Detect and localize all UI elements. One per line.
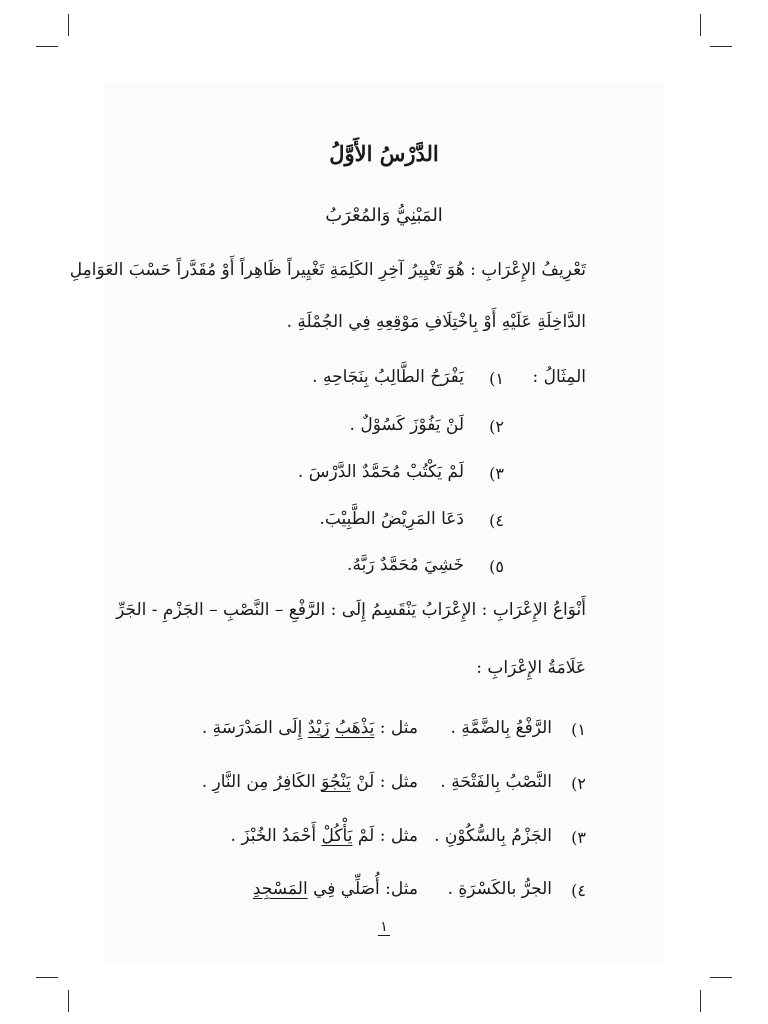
- example-pre: أُصَلِّي فِي: [307, 879, 380, 899]
- example-number: ١): [489, 369, 504, 388]
- sign-number: ٢): [571, 774, 586, 793]
- crop-mark-bottom-right-horizontal: [710, 977, 732, 978]
- definition-line-1: تَعْرِيفُ الإِعْرَابِ : هُوَ تَغْيِيرُ آخِرِ الكَلِمَةِ تَغْيِيراً ظَاهِراً أَوْ مُقَدَّراً حَسْبَ العَوَامِلِ: [69, 260, 586, 280]
- example-post: أَحْمَدُ الخُبْزَ .: [230, 826, 322, 846]
- underlined-word: يَأْكُلْ: [321, 826, 353, 846]
- example-text: يَفْرَحُ الطَّالِبُ بِنَجَاحِهِ .: [312, 367, 464, 387]
- signs-heading: عَلَامَةُ الإِعْرَابِ :: [476, 658, 586, 678]
- sign-case: النَّصْبُ بِالفَتْحَةِ .: [440, 772, 552, 792]
- lesson-subtitle: المَبْنِيُّ وَالمُعْرَبُ: [325, 205, 443, 226]
- sign-case: الجرُّ بالكَسْرَةِ .: [447, 879, 552, 899]
- page-number: [104, 918, 664, 936]
- sign-number: ٣): [571, 828, 586, 847]
- example-post: الكَافِرُ مِن النَّارِ .: [201, 772, 322, 792]
- example-number: ٣): [489, 464, 504, 483]
- example-post: إِلَى المَدْرَسَةِ .: [201, 718, 308, 738]
- sign-number: ٤): [571, 881, 586, 900]
- document-page: [69, 82, 664, 962]
- crop-mark-bottom-right-vertical: [700, 990, 701, 1012]
- sign-case: الجَزْمُ بِالسُّكُوْنِ .: [434, 826, 552, 846]
- crop-mark-bottom-left-horizontal: [36, 977, 58, 978]
- crop-mark-top-right-vertical: [700, 14, 701, 36]
- sign-example: [202, 716, 418, 740]
- example-pre: لَنْ: [350, 772, 375, 792]
- example-text: خَشِيَ مُحَمَّدٌ رَبَّهُ.: [347, 555, 464, 575]
- example-number: ٤): [489, 511, 504, 530]
- sign-example: [202, 770, 418, 794]
- example-label: مثل :: [379, 772, 418, 792]
- underlined-word: يَذْهَبُ: [335, 718, 375, 738]
- example-pre: لَمْ: [352, 826, 375, 846]
- examples-label: المِثَالُ :: [532, 367, 586, 387]
- crop-mark-top-right-horizontal: [710, 46, 732, 47]
- underlined-word: يَنْجُوَ: [321, 772, 351, 792]
- example-text: لَمْ يَكْتُبْ مُحَمَّدٌ الدَّرْسَ .: [297, 462, 464, 482]
- lesson-title: الدَّرْسُ الأَوَّلُ: [329, 141, 439, 166]
- sign-number: ١): [571, 720, 586, 739]
- sign-example: [231, 824, 418, 848]
- example-text: دَعَا المَرِيْضُ الطَّبِيْبَ.: [319, 509, 464, 529]
- underlined-word: المَسْجِدِ: [252, 879, 308, 899]
- example-label: مثل:: [385, 879, 418, 899]
- sign-example: [253, 877, 418, 901]
- types-of-irab-line: أَنْوَاعُ الإِعْرَابِ : الإِعْرَابُ يَنْقَسِمُ إِلَى : الرَّفْعِ – النَّصْبِ – الجَزْمِ - الجَرِّ: [116, 600, 586, 620]
- crop-mark-bottom-left-vertical: [68, 990, 69, 1012]
- sign-case: الرَّفْعُ بِالضَّمَّةِ .: [450, 718, 552, 738]
- page-number-value: ١: [380, 919, 388, 935]
- example-number: ٥): [489, 557, 504, 576]
- underlined-word: زَيْدٌ: [307, 718, 330, 738]
- example-label: مثل :: [379, 718, 418, 738]
- definition-line-2: الدَّاخِلَةِ عَلَيْهِ أَوْ بِاخْتِلَافِ مَوْقِعِهِ فِي الجُمْلَةِ .: [286, 312, 586, 332]
- example-number: ٢): [489, 417, 504, 436]
- crop-mark-top-left-vertical: [68, 14, 69, 36]
- example-text: لَنْ يَفُوْزَ كَسُوْلٌ .: [349, 415, 464, 435]
- example-label: مثل :: [379, 826, 418, 846]
- crop-mark-top-left-horizontal: [36, 46, 58, 47]
